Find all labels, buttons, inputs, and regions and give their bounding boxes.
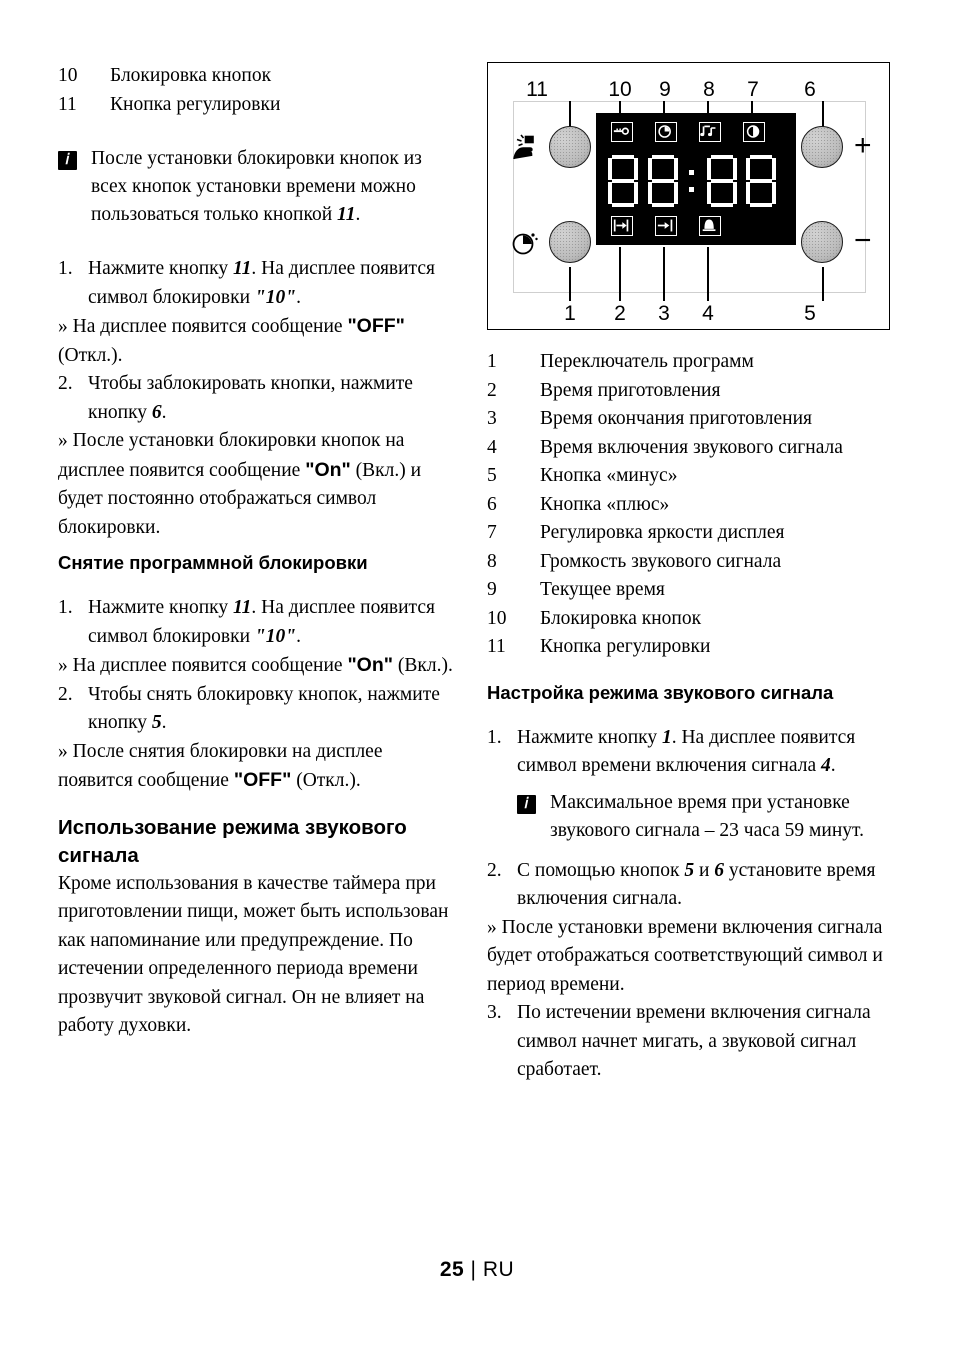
legend-label: Кнопка регулировки [540, 636, 711, 657]
legend-number: 7 [487, 522, 497, 543]
legend-number: 10 [58, 65, 78, 86]
section-heading-alarm: Настройка режима звукового сигнала [487, 681, 834, 703]
step-item [58, 681, 458, 738]
leader-line-2 [619, 247, 621, 301]
legend-row [487, 548, 893, 577]
legend-number: 1 [487, 351, 497, 372]
legend-number: 9 [487, 579, 497, 600]
info-icon [58, 151, 77, 170]
step-number: 1. [58, 597, 73, 618]
legend-number: 6 [487, 493, 497, 515]
legend-row [487, 348, 893, 377]
step-text: С помощью кнопок 5 и 6 установите время включения сигнала. [517, 859, 876, 909]
legend-label: Переключатель программ [540, 351, 754, 372]
legend-number: 4 [487, 436, 497, 458]
step-number: 2. [58, 373, 73, 394]
info-note-text: Максимальное время при установке звукового сигнала – 23 часа 59 минут. [550, 791, 864, 841]
program-selector-knob-1[interactable] [549, 221, 591, 263]
leader-line-1 [569, 267, 571, 301]
alarm-bell-icon [699, 216, 721, 236]
legend-row [487, 434, 893, 463]
legend-continued-list [58, 62, 458, 119]
legend-label: Кнопка регулировки [110, 93, 281, 115]
step-text: По истечении времени включения сигнала символ начнет мигать, а звуковой сигнал сработает. [517, 1002, 871, 1080]
callout-2: 2 [614, 302, 626, 325]
legend-number: 5 [487, 465, 497, 486]
callout-7: 7 [747, 78, 759, 101]
legend-row [487, 576, 893, 605]
legend-number: 8 [487, 550, 497, 572]
section-heading-unlock: Снятие программной блокировки [58, 552, 368, 573]
legend-label: Время включения звукового сигнала [540, 436, 843, 458]
callout-5: 5 [804, 302, 816, 325]
page-footer [0, 1258, 954, 1282]
step-item [487, 857, 893, 914]
digit-4 [746, 155, 773, 207]
step-item [487, 999, 893, 1085]
info-icon [517, 795, 536, 814]
legend-row [487, 633, 893, 662]
callout-1: 1 [564, 302, 576, 325]
leader-line-11 [569, 101, 571, 127]
leader-line-4 [707, 247, 709, 301]
lcd-display [596, 113, 796, 245]
result-note: » После установки времени включения сигнала будет отображаться соответствующий символ и период времени. [487, 916, 883, 995]
step-item [487, 724, 893, 781]
callout-8: 8 [703, 78, 715, 101]
legend-number: 10 [487, 607, 507, 629]
leader-line-3 [663, 247, 665, 301]
legend-label: Громкость звукового сигнала [540, 550, 782, 572]
legend-row [487, 377, 893, 406]
section-heading-timer: Использование режима звукового сигнала [58, 815, 407, 867]
callout-6: 6 [804, 78, 816, 101]
digit-3 [707, 155, 734, 207]
figure-legend-list [487, 348, 893, 662]
step-text: Нажмите кнопку 11. На дисплее появится символ блокировки "10". [88, 258, 435, 308]
legend-row [487, 462, 893, 491]
legend-number: 2 [487, 379, 497, 401]
callout-4: 4 [702, 302, 714, 325]
result-note: » После установки блокировки кнопок на дисплее появится сообщение "On" (Вкл.) и будет постоянно отображаться символ блокировки. [58, 430, 422, 538]
result-note: » После снятия блокировки на дисплее появится сообщение "OFF" (Откл.). [58, 740, 383, 791]
step-text: Чтобы снять блокировку кнопок, нажмите кнопку 5. [88, 683, 440, 733]
info-note-alarm [487, 789, 893, 845]
step-number: 1. [58, 258, 73, 279]
sound-volume-note-icon [699, 122, 721, 142]
cooking-duration-icon [611, 216, 633, 236]
legend-label: Текущее время [540, 579, 665, 600]
key-lock-icon [611, 122, 633, 142]
footer-separator: | [464, 1258, 483, 1281]
legend-label: Регулировка яркости дисплея [540, 522, 785, 543]
step-text: Нажмите кнопку 11. На дисплее появится символ блокировки "10". [88, 597, 435, 647]
legend-row [58, 91, 458, 120]
step-item [58, 370, 458, 427]
legend-number: 3 [487, 408, 497, 429]
leader-line-6 [822, 101, 824, 127]
step-text: Нажмите кнопку 1. На дисплее появится символ времени включения сигнала 4. [517, 726, 856, 776]
legend-row [487, 605, 893, 634]
leader-line-5 [822, 267, 824, 301]
legend-number: 11 [487, 636, 506, 657]
plus-knob-6[interactable] [801, 126, 843, 168]
legend-label: Блокировка кнопок [540, 607, 702, 629]
adjust-knob-11[interactable] [549, 126, 591, 168]
right-column [487, 62, 893, 1085]
legend-row [487, 405, 893, 434]
legend-label: Кнопка «плюс» [540, 493, 670, 515]
plus-sign-icon: + [854, 129, 872, 162]
control-panel-figure [487, 62, 890, 330]
minus-sign-icon: − [854, 224, 872, 257]
step-number: 2. [487, 859, 502, 881]
legend-row [487, 519, 893, 548]
digit-1 [608, 155, 635, 207]
step-item [58, 255, 458, 312]
callout-10: 10 [608, 78, 632, 101]
legend-label: Время приготовления [540, 379, 721, 401]
cooking-end-time-icon [655, 216, 677, 236]
legend-row [58, 62, 458, 91]
callout-3: 3 [658, 302, 670, 325]
legend-label: Кнопка «минус» [540, 465, 678, 486]
left-column [58, 62, 458, 1041]
page-number: 25 [439, 1258, 465, 1281]
result-note: » На дисплее появится сообщение "OFF" (Откл.). [58, 315, 405, 366]
seven-segment-readout [608, 153, 786, 209]
footer-language: RU [482, 1258, 515, 1281]
colon-separator [688, 155, 696, 207]
step-number: 2. [58, 683, 73, 705]
result-note: » На дисплее появится сообщение "On" (Вкл.). [58, 654, 453, 676]
hand-adjust-icon [510, 132, 540, 162]
minus-knob-5[interactable] [801, 221, 843, 263]
current-time-clock-icon [655, 122, 677, 142]
callout-9: 9 [659, 78, 671, 101]
timer-description: Кроме использования в качестве таймера при приготовлении пищи, может быть использован как напоминание или предупреждение. По истечении определенного периода времени прозвучит звуковой сигнал. Он не влияет на работу духовки. [58, 872, 449, 1036]
digit-2 [648, 155, 675, 207]
legend-label: Время окончания приготовления [540, 408, 813, 429]
legend-row [487, 491, 893, 520]
display-brightness-icon [743, 122, 765, 142]
callout-11: 11 [526, 78, 548, 101]
info-note-lock [58, 145, 458, 229]
step-item [58, 594, 458, 651]
timer-clock-icon [510, 227, 540, 257]
info-note-text: После установки блокировки кнопок из всех кнопок установки времени можно пользоваться только кнопкой 11. [91, 148, 422, 225]
legend-label: Блокировка кнопок [110, 65, 272, 86]
step-number: 1. [487, 726, 502, 748]
legend-number: 11 [58, 93, 77, 115]
step-text: Чтобы заблокировать кнопки, нажмите кнопку 6. [88, 373, 413, 423]
step-number: 3. [487, 1002, 502, 1023]
